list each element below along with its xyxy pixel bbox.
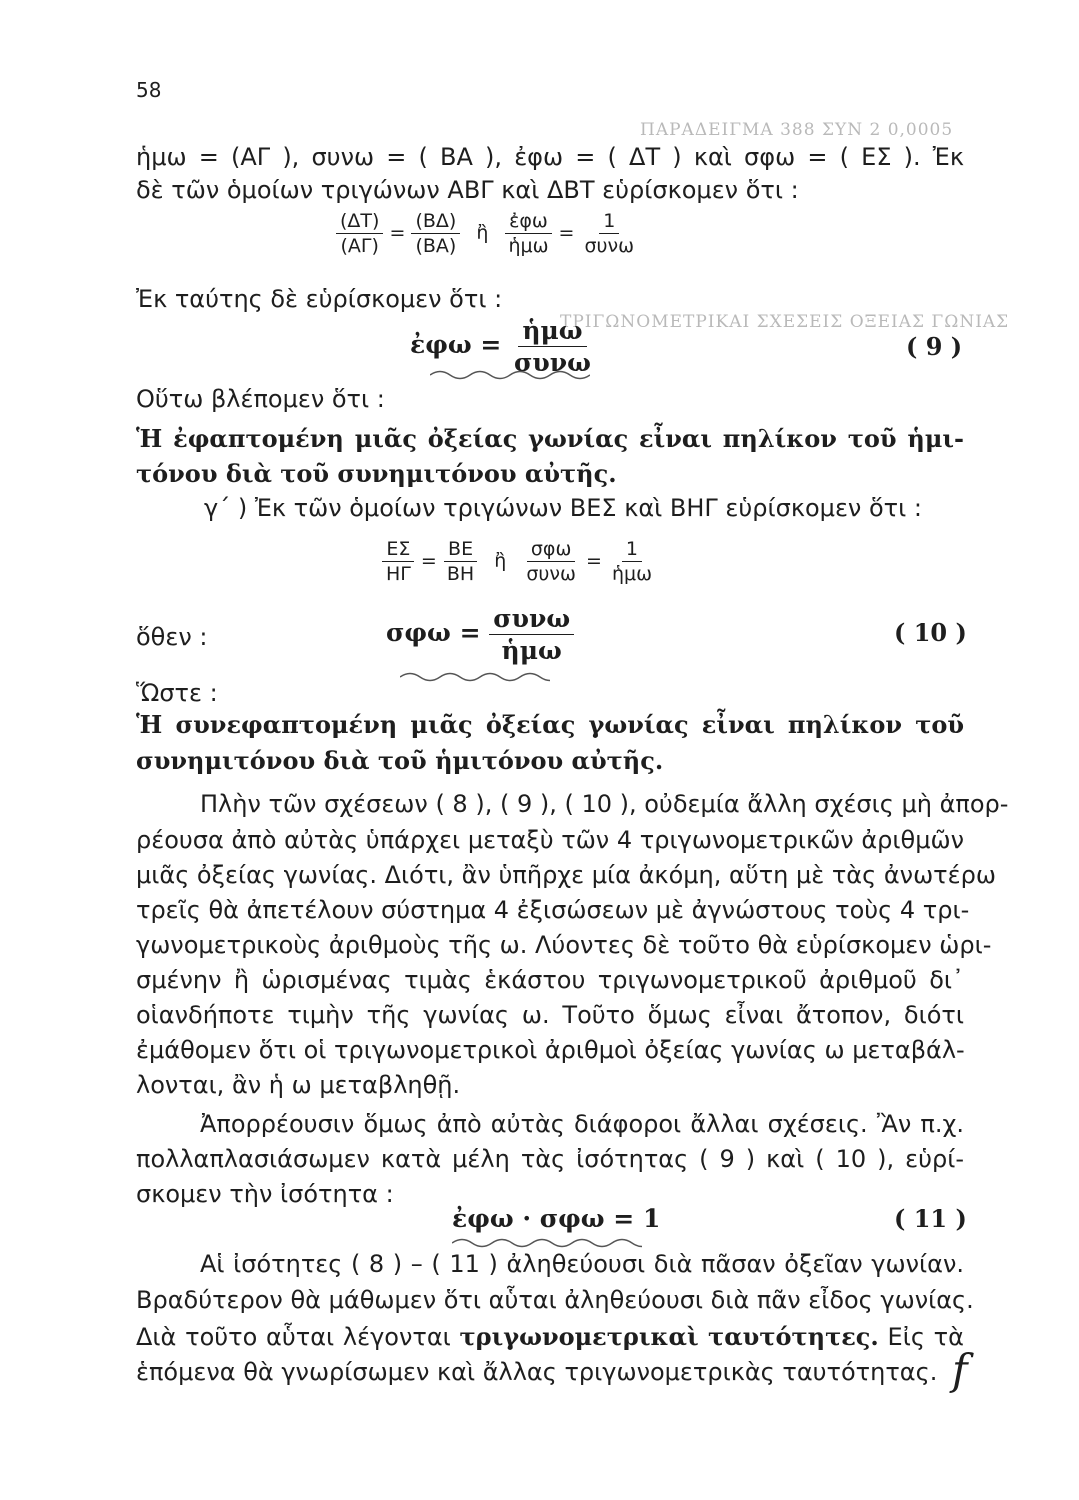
text-line: πολλαπλασιάσωμεν κατὰ μέλη τὰς ἰσότητας ( 9 ) καὶ ( 10 ), εὑρί- (136, 1145, 964, 1173)
text-line: γ΄ ) Ἐκ τῶν ὁμοίων τριγώνων ΒΕΣ καὶ ΒΗΓ εὑρίσκομεν ὅτι : (204, 494, 922, 522)
text-line: Οὕτω βλέπομεν ὅτι : (136, 385, 385, 413)
text-line: ὅθεν : (136, 623, 208, 651)
text-line: Πλὴν τῶν σχέσεων ( 8 ), ( 9 ), ( 10 ), οὐδεμία ἄλλη σχέσις μὴ ἀπορ- (200, 790, 1009, 818)
bleed-through-heading: ΤΡΙΓΩΝΟΜΕΤΡΙΚΑΙ ΣΧΕΣΕΙΣ ΟΞΕΙΑΣ ΓΩΝΙΑΣ (560, 312, 1010, 332)
text-line: σμένην ἢ ὡρισμένας τιμὰς ἑκάστου τριγωνομετρικοῦ ἀριθμοῦ δι᾽ (136, 966, 964, 994)
theorem-line: Ἡ ἐφαπτομένη μιᾶς ὀξείας γωνίας εἶναι πηλίκον τοῦ ἡμι- (136, 424, 964, 453)
theorem-line: συνημιτόνου διὰ τοῦ ἡμιτόνου αὐτῆς. (136, 746, 664, 775)
text-line: Ἀπορρέουσιν ὅμως ἀπὸ αὐτὰς διάφοροι ἄλλαι σχέσεις. Ἂν π.χ. (200, 1110, 964, 1138)
text-line: ἡμω = (ΑΓ ), συνω = ( ΒΑ ), ἐφω = ( ΔΤ ) καὶ σφω = ( ΕΣ ). Ἐκ (136, 143, 964, 171)
wavy-underline (452, 1236, 642, 1250)
equation-ratios-2: $\frac{E\Sigma}{H\Gamma}$ = $\frac{BE}{BH}$ ἢ $\frac{\text{σφω}}{\text{συνω}}$ = $\frac{1}{\text{ἡμω}}$ (382, 538, 656, 585)
bleed-through-text: ΠΑΡΑΔΕΙΓΜΑ 388 ΣΥΝ 2 0,0005 (640, 120, 954, 140)
text-line: γωνομετρικοὺς ἀριθμοὺς τῆς ω. Λύοντες δὲ τοῦτο θὰ εὑρίσκομεν ὡρι- (136, 931, 992, 959)
theorem-line: τόνου διὰ τοῦ συνημιτόνου αὐτῆς. (136, 459, 617, 488)
text-line: λονται, ἂν ἡ ω μεταβληθῇ. (136, 1071, 461, 1099)
text-line: ἑπόμενα θὰ γνωρίσωμεν καὶ ἄλλας τριγωνομετρικὰς ταυτότητας. (136, 1358, 938, 1386)
text-line: οἱανδήποτε τιμὴν τῆς γωνίας ω. Τοῦτο ὅμως εἶναι ἄτοπον, διότι (136, 1001, 964, 1029)
equation-label-9: ( 9 ) (906, 332, 963, 361)
wavy-underline (430, 368, 590, 382)
bold-term: τριγωνομετρικαὶ ταυτότητες. (459, 1322, 879, 1351)
text-line: ρέουσα ἀπὸ αὐτὰς ὑπάρχει μεταξὺ τῶν 4 τριγωνομετρικῶν ἀριθμῶν (136, 826, 964, 854)
text-line: σκομεν τὴν ἰσότητα : (136, 1180, 394, 1208)
text-line: Ὥστε : (136, 679, 218, 707)
text-line: τρεῖς θὰ ἀπετέλουν σύστημα 4 ἐξισώσεων μὲ ἀγνώστους τοὺς 4 τρι- (136, 896, 970, 924)
wavy-underline (400, 670, 550, 684)
equation-11: ἐφω · σφω = 1 (452, 1204, 661, 1233)
text-line: Ἐκ ταύτης δὲ εὑρίσκομεν ὅτι : (136, 285, 503, 313)
text-line: Διὰ τοῦτο αὗται λέγονται τριγωνομετρικαὶ ταυτότητες. Εἰς τὰ (136, 1322, 964, 1351)
text-line: Βραδύτερον θὰ μάθωμεν ὅτι αὗται ἀληθεύουσι διὰ πᾶν εἶδος γωνίας. (136, 1286, 974, 1314)
equation-label-10: ( 10 ) (894, 618, 967, 647)
equation-10: σφω = $\frac{\text{συνω}}{\text{ἡμω}}$ (386, 604, 574, 665)
page-number: 58 (136, 78, 162, 102)
equation-label-11: ( 11 ) (894, 1204, 967, 1233)
text-line: δὲ τῶν ὁμοίων τριγώνων ΑΒΓ καὶ ΔΒΤ εὑρίσκομεν ὅτι : (136, 176, 799, 204)
text-line: μιᾶς ὀξείας γωνίας. Διότι, ἂν ὑπῆρχε μία ἀκόμη, αὕτη μὲ τὰς ἀνωτέρω (136, 861, 996, 889)
equation-9: ἐφω = $\frac{\text{ἡμω}}{\text{συνω}}$ (410, 316, 591, 377)
text-line: ἐμάθομεν ὅτι οἱ τριγωνομετρικοὶ ἀριθμοὶ ὀξείας γωνίας ω μεταβάλ- (136, 1036, 965, 1064)
text-line: Αἱ ἰσότητες ( 8 ) – ( 11 ) ἀληθεύουσι διὰ πᾶσαν ὀξεῖαν γωνίαν. (200, 1250, 964, 1278)
theorem-line: Ἡ συνεφαπτομένη μιᾶς ὀξείας γωνίας εἶναι πηλίκον τοῦ (136, 710, 964, 739)
equation-ratios-1: $\frac{(\Delta T)}{(A\Gamma)}$ = $\frac{(B\Delta)}{(BA)}$ ἢ $\frac{\text{ἐφω}}{\text{ἡμω}}$ = $\frac{1}{\text{συνω}}$ (336, 210, 638, 257)
handwritten-mark: f (952, 1345, 968, 1394)
